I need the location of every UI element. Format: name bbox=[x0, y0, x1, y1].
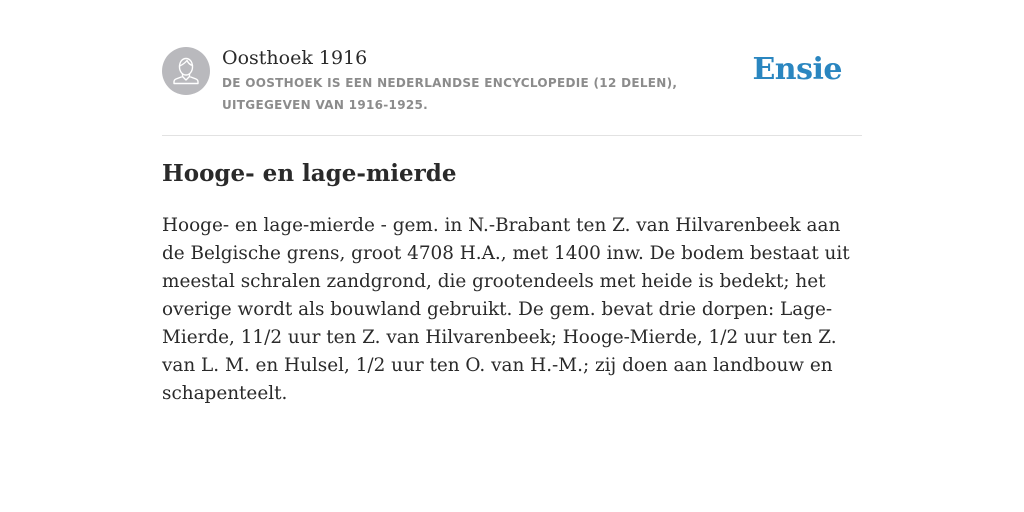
source-description: DE OOSTHOEK IS EEN NEDERLANDSE ENCYCLOPEDIE (12 DELEN), UITGEGEVEN VAN 1916-1925. bbox=[222, 76, 678, 112]
source-name[interactable]: Oosthoek 1916 bbox=[222, 47, 368, 69]
article-body: Hooge- en lage-mierde - gem. in N.-Brabant ten Z. van Hilvarenbeek aan de Belgische grens, groot 4708 H.A., met 1400 inw. De bodem bestaat uit meestal schralen zandgrond, die grootendeels met heide is bedekt; het overige wordt als bouwland gebruikt. De gem. bevat drie dorpen: Lage-Mierde, 11/2 uur ten Z. van Hilvarenbeek; Hooge-Mierde, 1/2 uur ten Z. van L. M. en Hulsel, 1/2 uur ten O. van H.-M.; zij doen aan landbouw en schapenteelt. bbox=[162, 215, 850, 404]
brand-logo[interactable]: Ensie bbox=[752, 52, 842, 87]
source-avatar[interactable] bbox=[162, 47, 210, 95]
article-title: Hooge- en lage-mierde bbox=[162, 160, 457, 187]
user-silhouette-icon bbox=[162, 47, 210, 95]
source-header bbox=[162, 46, 862, 136]
header-divider bbox=[162, 135, 862, 136]
